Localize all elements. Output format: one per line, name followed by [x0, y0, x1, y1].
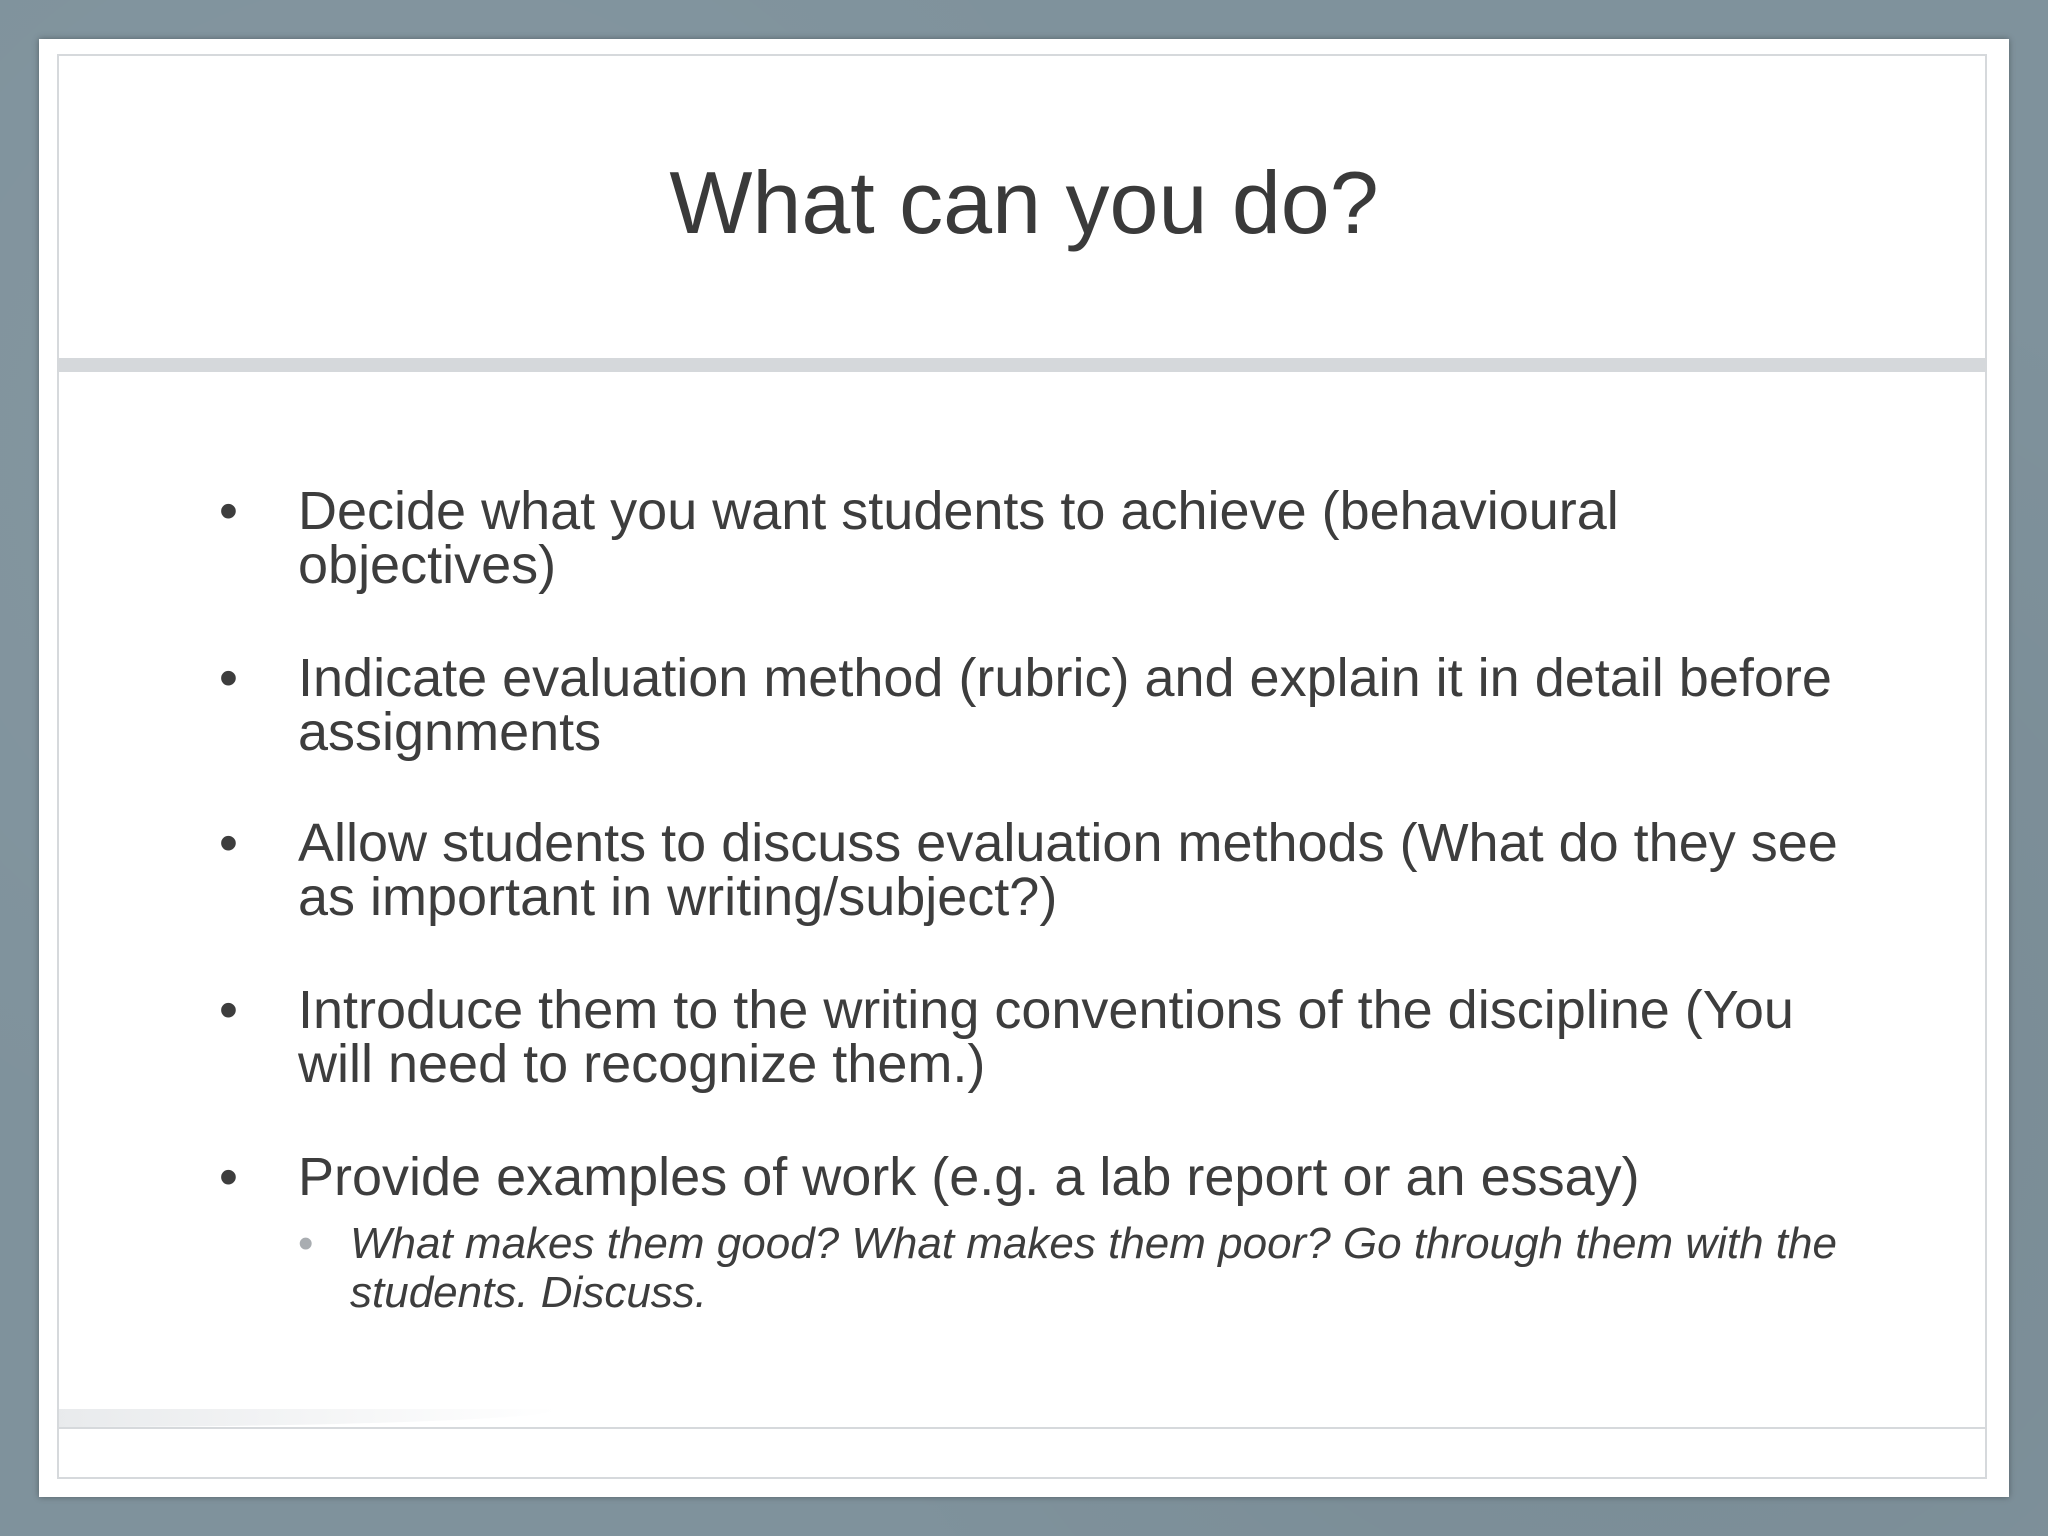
bullet-item	[219, 980, 1869, 1094]
bullet-item	[219, 481, 1869, 595]
bullet-item	[219, 648, 1869, 762]
bullet-text: Provide examples of work (e.g. a lab report or an essay)	[298, 1147, 1640, 1207]
slide	[39, 39, 2009, 1497]
subbullet-icon: •	[298, 1219, 314, 1268]
subbullet-item	[298, 1219, 1898, 1317]
subbullet-text: What makes them good? What makes them poor? Go through them with the students. Discuss.	[350, 1219, 1837, 1317]
bullet-icon: •	[219, 481, 238, 541]
bullet-icon: •	[219, 813, 238, 873]
slide-title: What can you do?	[669, 153, 1379, 252]
bullet-icon: •	[219, 648, 238, 708]
bullet-icon: •	[219, 1147, 238, 1207]
bullet-text: Allow students to discuss evaluation methods (What do they see as important in writing/subject?)	[298, 813, 1838, 927]
bullet-text: Introduce them to the writing conventions of the discipline (You will need to recognize them.)	[298, 980, 1794, 1094]
bullet-icon: •	[219, 980, 238, 1040]
footer-divider	[57, 1427, 1987, 1429]
title-divider	[57, 358, 1987, 372]
bullet-item	[219, 813, 1869, 927]
bullet-text: Decide what you want students to achieve (behavioural objectives)	[298, 481, 1619, 595]
bullet-text: Indicate evaluation method (rubric) and explain it in detail before assignments	[298, 648, 1832, 762]
bullet-item	[219, 1147, 1869, 1207]
